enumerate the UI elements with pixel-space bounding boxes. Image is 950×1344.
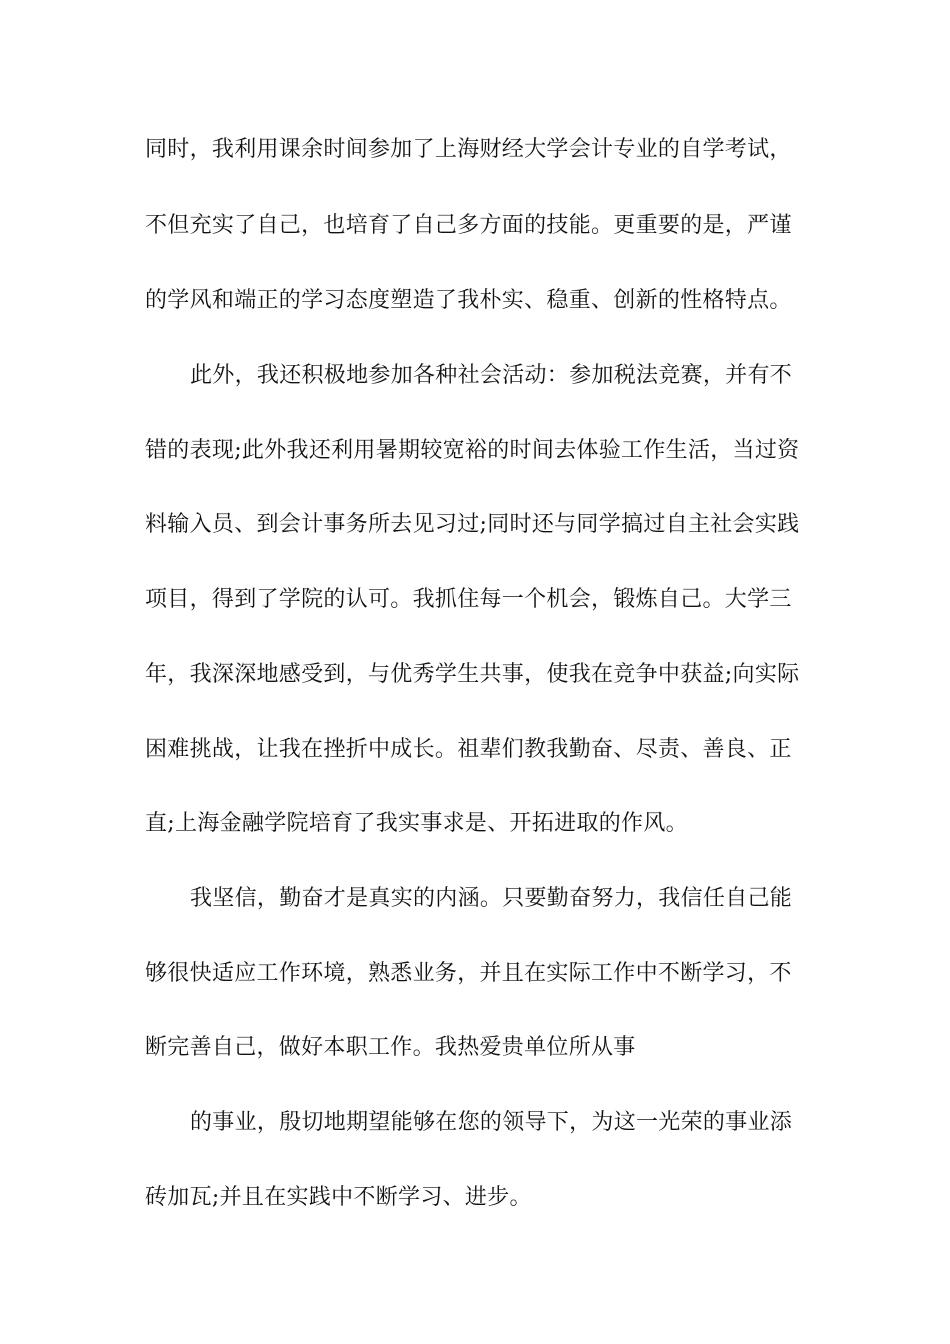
text-line: 砖加瓦;并且在实践中不断学习、进步。: [145, 1185, 532, 1210]
text-line: 的学风和端正的学习态度塑造了我朴实、稳重、创新的性格特点。: [145, 288, 792, 313]
text-line: 项目，得到了学院的认可。我抓住每一个机会，锻炼自己。大学三: [145, 587, 792, 612]
text-line: 断完善自己，做好本职工作。我热爱贵单位所从事: [145, 1035, 636, 1060]
text-line: 错的表现;此外我还利用暑期较宽裕的时间去体验工作生活，当过资: [145, 438, 800, 463]
text-line: 不但充实了自己，也培育了自己多方面的技能。更重要的是，严谨: [145, 213, 792, 238]
text-line: 够很快适应工作环境，熟悉业务，并且在实际工作中不断学习，不: [145, 961, 792, 986]
text-line: 直;上海金融学院培育了我实事求是、开拓进取的作风。: [145, 811, 688, 836]
text-line: 同时，我利用课余时间参加了上海财经大学会计专业的自学考试，: [145, 137, 792, 162]
paragraph-first-line: 我坚信，勤奋才是真实的内涵。只要勤奋努力，我信任自己能: [190, 886, 793, 911]
paragraph-first-line: 此外，我还积极地参加各种社会活动：参加税法竞赛，并有不: [190, 363, 793, 388]
paragraph-first-line: 的事业，殷切地期望能够在您的领导下，为这一光荣的事业添: [190, 1110, 793, 1135]
text-line: 困难挑战，让我在挫折中成长。祖辈们教我勤奋、尽责、善良、正: [145, 737, 792, 762]
text-line: 年，我深深地感受到，与优秀学生共事，使我在竞争中获益;向实际: [145, 662, 800, 687]
text-line: 料输入员、到会计事务所去见习过;同时还与同学搞过自主社会实践: [145, 512, 800, 537]
